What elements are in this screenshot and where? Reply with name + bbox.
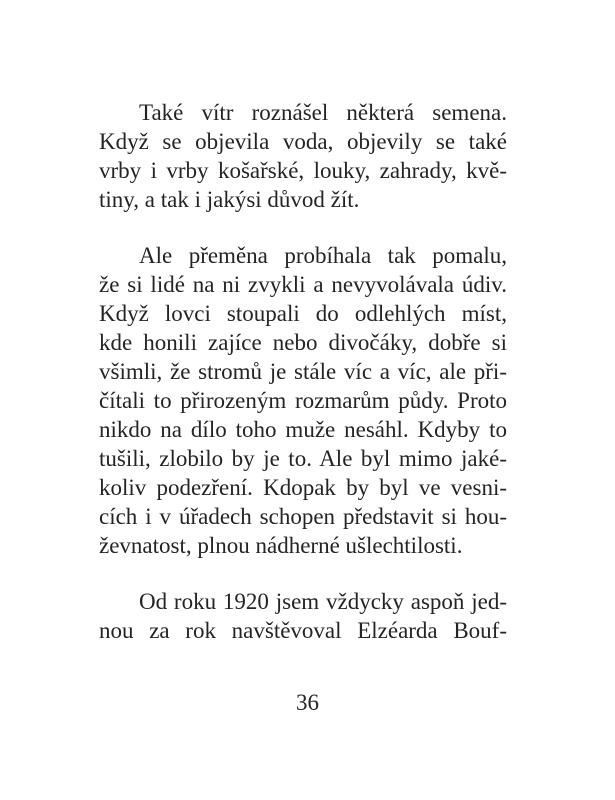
text-block [99, 98, 507, 645]
paragraph-1 [99, 98, 507, 214]
text-line: čítali to přirozeným rozmarům půdy. Proto [99, 388, 507, 413]
text-line: že si lidé na ni zvykli a nevyvolávala údiv. [99, 272, 507, 297]
text-line: Od roku 1920 jsem vždycky aspoň jed- [139, 589, 507, 614]
text-line: nikdo na dílo toho muže nesáhl. Kdyby to [99, 417, 507, 442]
text-line: kde honili zajíce nebo divočáky, dobře si [99, 330, 507, 355]
text-line: ževnatost, plnou nádherné ušlechtilosti. [99, 533, 463, 558]
text-line: koliv podezření. Kdopak by byl ve vesni- [99, 475, 507, 500]
text-line: cích i v úřadech schopen představit si hou- [99, 504, 507, 529]
paragraph-3 [99, 587, 507, 645]
text-line: tušili, zlobilo by je to. Ale byl mimo jaké- [99, 446, 507, 471]
page-number: 36 [296, 690, 319, 715]
text-line: Když se objevila voda, objevily se také [99, 129, 507, 154]
text-line: vrby i vrby košařské, louky, zahrady, kvě- [99, 158, 507, 183]
text-line: všimli, že stromů je stále víc a víc, ale při- [99, 359, 507, 384]
text-line: Také vítr roznášel některá semena. [139, 100, 507, 125]
text-line: Ale přeměna probíhala tak pomalu, [139, 243, 507, 268]
paragraph-2 [99, 241, 507, 560]
text-line: tiny, a tak i jakýsi důvod žít. [99, 187, 360, 212]
text-line: Když lovci stoupali do odlehlých míst, [99, 301, 507, 326]
text-line: nou za rok navštěvoval Elzéarda Bouf- [99, 618, 507, 643]
